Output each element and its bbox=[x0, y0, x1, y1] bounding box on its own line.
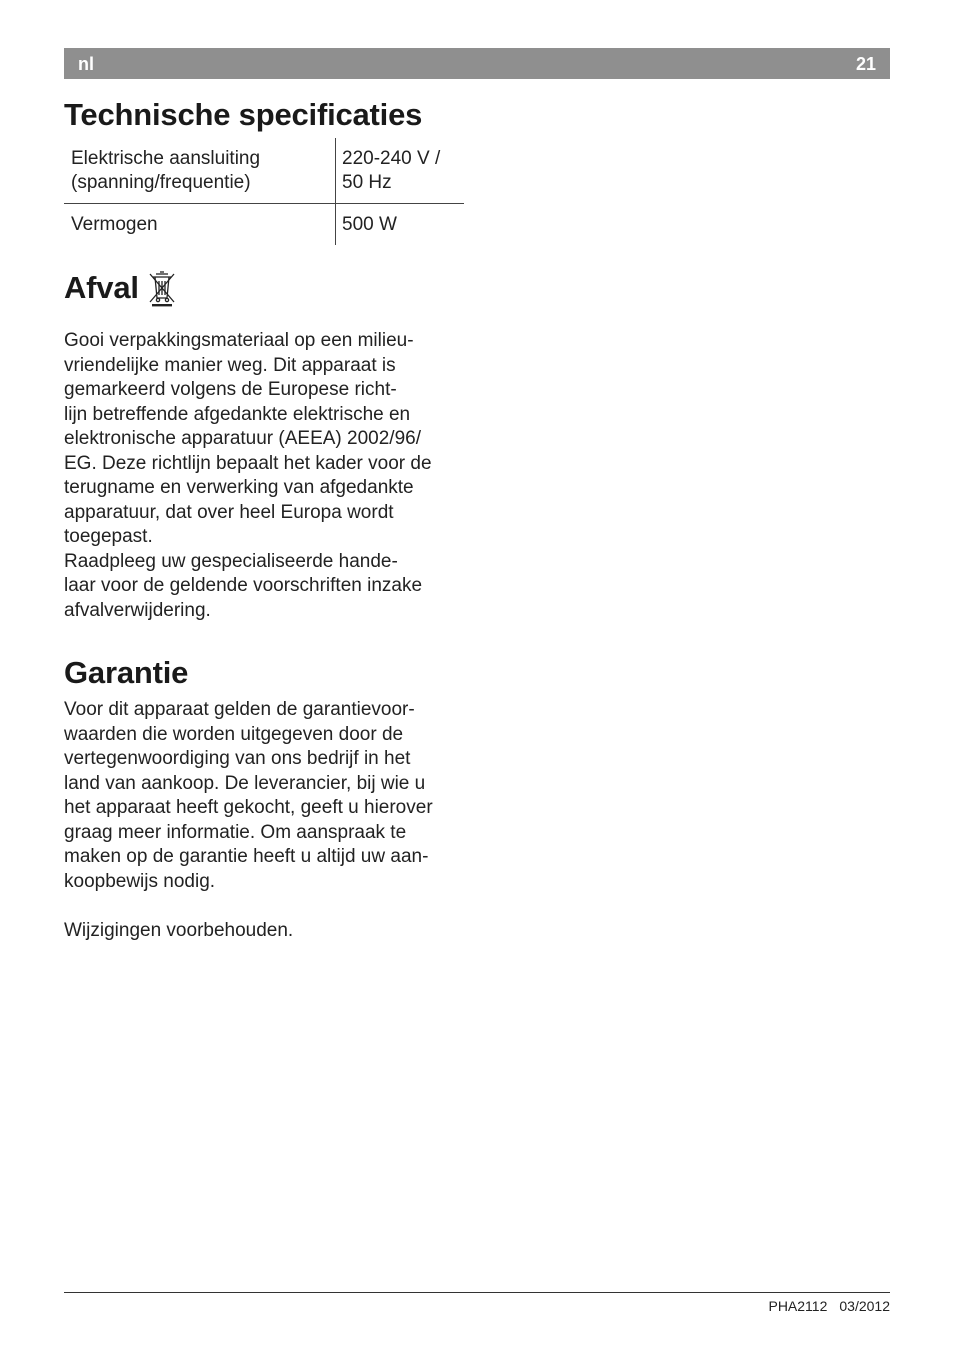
afval-paragraph bbox=[64, 329, 474, 623]
text-line: toegepast. bbox=[64, 526, 153, 547]
spec-label bbox=[64, 204, 336, 246]
model-number: PHA2112 bbox=[768, 1298, 828, 1314]
text-line: vriendelijke manier weg. Dit apparaat is bbox=[64, 354, 396, 376]
spec-value bbox=[336, 138, 465, 204]
text-line: koopbewijs nodig. bbox=[64, 870, 216, 892]
spec-label-line: Elektrische aansluiting bbox=[71, 148, 261, 169]
page-header-bar bbox=[64, 48, 890, 79]
crossed-out-wheelie-bin-icon bbox=[147, 269, 177, 307]
text-line: terugname en verwerking van afgedankte bbox=[64, 477, 414, 498]
text-line: afvalverwijdering. bbox=[64, 599, 211, 621]
garantie-paragraph bbox=[64, 698, 474, 894]
text-line: vertegenwoordiging van ons bedrijf in het bbox=[64, 748, 411, 769]
afval-heading-text: Afval bbox=[64, 270, 139, 305]
text-line: elektronische apparatuur (AEEA) 2002/96/ bbox=[64, 428, 421, 449]
footer-divider bbox=[64, 1292, 890, 1293]
spec-value-line: 220-240 V / bbox=[342, 148, 441, 169]
table-row bbox=[64, 204, 464, 246]
text-line: Wijzigingen voorbehouden. bbox=[64, 920, 294, 941]
footer-model-date bbox=[768, 1298, 890, 1314]
spec-value bbox=[336, 204, 465, 246]
text-line: gemarkeerd volgens de Europese richt- bbox=[64, 379, 397, 400]
page-number: 21 bbox=[855, 54, 876, 74]
text-line: Voor dit apparaat gelden de garantievoor- bbox=[64, 699, 415, 720]
text-line: lijn betreffende afgedankte elektrische en bbox=[64, 403, 411, 425]
text-line: waarden die worden uitgegeven door de bbox=[64, 723, 404, 745]
table-row bbox=[64, 138, 464, 204]
garantie-heading: Garantie bbox=[64, 655, 189, 690]
spec-value-line: 50 Hz bbox=[342, 172, 392, 193]
technical-specs-heading: Technische specificaties bbox=[64, 97, 423, 132]
spec-label bbox=[64, 138, 336, 204]
text-line: laar voor de geldende voorschriften inzake bbox=[64, 575, 423, 596]
spec-label-line: Vermogen bbox=[71, 214, 158, 235]
text-line: land van aankoop. De leverancier, bij wie u bbox=[64, 772, 426, 794]
text-line: graag meer informatie. Om aanspraak te bbox=[64, 821, 407, 843]
language-code: nl bbox=[78, 54, 94, 74]
text-line: Raadpleeg uw gespecialiseerde hande- bbox=[64, 550, 398, 572]
print-date: 03/2012 bbox=[839, 1298, 890, 1314]
spec-value-line: 500 W bbox=[342, 214, 397, 235]
text-line: apparatuur, dat over heel Europa wordt bbox=[64, 501, 394, 523]
text-line: Gooi verpakkingsmateriaal op een milieu- bbox=[64, 330, 414, 351]
text-line: het apparaat heeft gekocht, geeft u hierover bbox=[64, 797, 433, 818]
text-line: EG. Deze richtlijn bepaalt het kader voor de bbox=[64, 452, 432, 474]
text-line: maken op de garantie heeft u altijd uw aan- bbox=[64, 846, 429, 867]
changes-reserved-note bbox=[64, 919, 474, 944]
afval-heading bbox=[64, 269, 177, 307]
spec-label-line: (spanning/frequentie) bbox=[71, 172, 251, 193]
spec-table bbox=[64, 138, 464, 245]
